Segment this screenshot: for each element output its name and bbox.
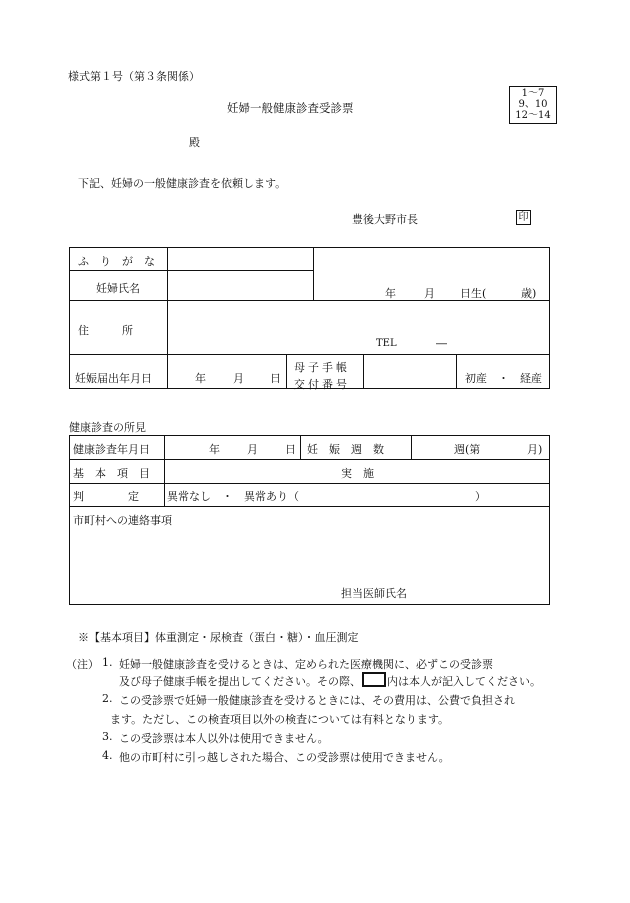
- note-2-line-1: この受診票で妊婦一般健康診査を受けるときには、その費用は、公費で負担され: [119, 694, 515, 707]
- note-3-text: この受診票は本人以外は使用できません。: [119, 732, 329, 745]
- notes-label: 市町村への連絡事項: [73, 514, 172, 527]
- mayor-name: 豊後大野市長: [352, 213, 418, 226]
- judgment-label: 判 定: [73, 490, 139, 503]
- pregnancy-day: 日: [270, 372, 281, 385]
- seal-mark: 印: [516, 210, 531, 225]
- parity-choice: 初産 ・ 経産: [465, 372, 542, 385]
- code-box: [509, 86, 557, 124]
- name-label: 妊婦氏名: [96, 282, 140, 295]
- weeks-value-suffix: 月): [527, 443, 543, 456]
- note-4-text: 他の市町村に引っ越しされた場合、この受診票は使用できません。: [119, 751, 450, 764]
- weeks-label: 妊 娠 週 数: [307, 443, 384, 456]
- code-box-line-3: 12〜14: [515, 110, 551, 121]
- note-2-line-2: ます。ただし、この検査項目以外の検査については有料となります。: [110, 713, 450, 726]
- code-box-line-1: 1〜7: [521, 88, 545, 99]
- pregnancy-year: 年: [195, 372, 206, 385]
- code-box-line-2: 9、10: [518, 99, 548, 110]
- exam-day: 日: [285, 443, 296, 456]
- exam-year: 年: [209, 443, 220, 456]
- page-title: 妊婦一般健康診査受診票: [227, 101, 354, 115]
- basic-items-note: ※【基本項目】体重測定・尿検査（蛋白・糖）・血圧測定: [78, 631, 359, 644]
- pregnancy-month: 月: [233, 372, 244, 385]
- note-1-line-2b: 内は本人が記入してください。: [387, 675, 541, 688]
- form-number: 様式第１号（第３条関係）: [68, 70, 200, 83]
- note-3-number: 3.: [102, 730, 113, 743]
- note-box-marker: [362, 672, 386, 687]
- note-1-line-2a: 及び母子健康手帳を提出してください。その際、: [119, 675, 361, 688]
- exam-date-label: 健康診査年月日: [73, 443, 150, 456]
- basic-items-value: 実 施: [341, 467, 374, 480]
- weeks-value-prefix: 週(第: [454, 443, 481, 456]
- request-text: 下記、妊婦の一般健康診査を依頼します。: [78, 177, 287, 190]
- exam-month: 月: [247, 443, 258, 456]
- addressee-suffix: 殿: [189, 136, 200, 149]
- handbook-label-1: 母子手帳: [294, 361, 350, 374]
- basic-items-label: 基 本 項 目: [73, 467, 150, 480]
- pregnancy-date-label: 妊娠届出年月日: [75, 372, 152, 385]
- doctor-label: 担当医師氏名: [341, 587, 407, 600]
- handbook-label-2: 交付番号: [294, 378, 350, 391]
- findings-heading: 健康診査の所見: [69, 421, 146, 434]
- birth-day: 日生(: [460, 287, 487, 300]
- birth-year: 年: [385, 287, 396, 300]
- address-label: 住 所: [78, 324, 133, 337]
- furigana-label: ふ り が な: [78, 255, 155, 268]
- note-1-number: 1.: [102, 656, 113, 669]
- birth-month: 月: [424, 287, 435, 300]
- notes-prefix: （注）: [66, 658, 99, 671]
- note-2-number: 2.: [102, 692, 113, 705]
- note-1-line-1: 妊婦一般健康診査を受けるときは、定められた医療機関に、必ずこの受診票: [119, 658, 493, 671]
- tel-label: TEL: [376, 338, 397, 349]
- note-4-number: 4.: [102, 749, 113, 762]
- judgment-value: 異常なし ・ 異常あり（ ）: [167, 490, 486, 503]
- note-1-line-2: [119, 672, 541, 689]
- tel-dash: ―: [436, 337, 447, 350]
- age-suffix: 歳): [521, 287, 537, 300]
